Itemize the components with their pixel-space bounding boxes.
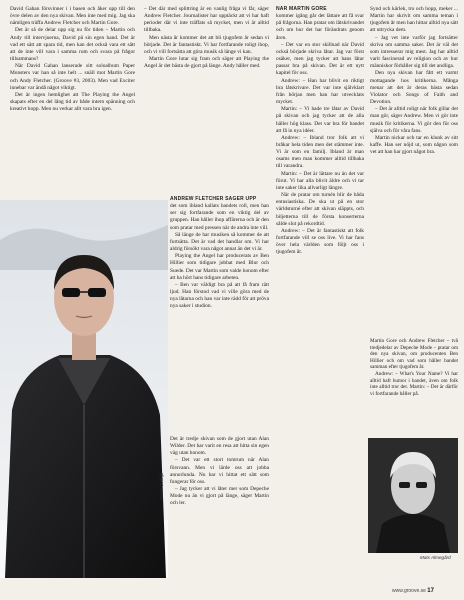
article-column-3	[276, 6, 364, 580]
article-column-4	[370, 6, 458, 326]
article-column-2c	[170, 436, 269, 576]
paragraph: Andrew: – Ibland tror folk att vi bråkar hela tiden men det stämmer inte. Vi är som en familj. Ibland är man osams men man kommer alltid tillbaka till varandra.	[276, 134, 364, 170]
paragraph: Andrew: – Det är fantastiskt att folk fortfarande vill se oss live. Vi har fans över hela världen som följt oss i tjugofem år.	[276, 227, 364, 256]
portrait-photo	[0, 200, 168, 578]
paragraph: – Jag vet inte varför jag fortsätter skriva om samma saker. Det är väl det som intresserar mig mest. Jag har alltid varit fascinerad av religion och av hur människor förhåller sig till det andliga.	[370, 34, 458, 70]
paragraph: Det är tredje skivan som de gjort utan Alan Wilder. Det har varit en resa att hitta sin egen väg utan honom.	[170, 436, 269, 457]
paragraph: Martin nickar och tar en klunk av sitt kaffe. Han ser nöjd ut, som någon som vet att han har gjort något bra.	[370, 134, 458, 156]
paragraph: När David Gahan lanserade sitt soloalbum Paper Monsters var han så inte helt ... snäll mot Martin Gore och Andy Fletcher. (Groove #3, 2003). Men vad Exciter innebar var ändå något viktigt.	[10, 63, 135, 91]
paragraph: När de pratar om turnén blir de båda entusiastiska. De ska ut på en stor världsturné efter att skivan släppts, och biljetterna till de första konserterna sålde slut på rekordtid.	[276, 192, 364, 227]
paragraph: Andrew: – What's Your Name? Vi har alltid haft humor i bandet, även om folk inte alltid tror det. Martin: – Det är därför vi fortfarande håller på.	[370, 370, 458, 397]
paragraph: – Det är alltid roligt när folk gillar det man gör, säger Andrew. Men vi gör inte musik för kritikerna. Vi gör den för oss själva och för våra fans.	[370, 106, 458, 134]
paragraph: Martin: – Det är lättare nu än det var förut. Vi har alla blivit äldre och vi tar inte saker lika allvarligt längre.	[276, 170, 364, 191]
website-url: www.groove.se	[392, 588, 426, 594]
photo-credit: Anton Corbijn	[159, 472, 164, 500]
paragraph: kommer igång går det lättare att få svar på frågorna. Han pratar om låtskrivandet och om hur det har förändrats genom åren.	[276, 13, 364, 41]
paragraph: Martin Gore lutar sig fram och säger att Playing the Angel är det bästa de gjort på länge. Andy håller med.	[144, 56, 269, 70]
paragraph: David Gahan försvinner i i basen och åker upp till den övre delen av den nya skivan. Men inte med mig. Jag ska nämligen träffa Andrew Fletcher och Martin Gore.	[10, 6, 135, 27]
paragraph: Det är ingen hemlighet att The Playing the Angel skapats efter en del lång tid av både intern spänning och kreativt hopp. Men nu verkar allt vara bra igen.	[10, 91, 135, 113]
inset-photo-credit: Mats Almegård	[420, 555, 451, 560]
paragraph: Martin: – Vi hade tre låtar av David på skivan och jag tycker att de alla håller hög klass. Det var bra för bandet att få in nya idéer.	[276, 106, 364, 134]
paragraph: Martin Gore och Andrew Fletcher – två tredjedelar av Depeche Mode – pratar om den nya skivan, om producenten Ben Hillier och om vad som håller bandet samman efter tjugofem år.	[370, 338, 458, 371]
page-number: 17	[427, 588, 434, 594]
page-footer	[392, 588, 434, 594]
section-heading: NÄR MARTIN GORE	[276, 6, 327, 12]
paragraph: Andrew: – Han har blivit en riktigt bra låtskrivare. Det var inte självklart från början men han har utvecklats mycket.	[276, 77, 364, 106]
inset-photo	[368, 438, 458, 553]
paragraph: Det är så de delar upp sig nu för tiden – Martin och Andy till intervjuerna, David på sin egen hand. Det är vad ett sätt att spara tid, men kan det också vara ett sätt att de inte vill vara i samma rum och svara på frågor tillsammans?	[10, 27, 135, 63]
paragraph: – Det där med splittring är en vanlig fråga vi får, säger Andrew Fletcher. Journalister har upptäckt att vi har haft perioder där vi inte träffats så mycket, men vi är alltid tillbaka.	[144, 6, 269, 34]
paragraph: – Det var ett stort tomrum när Alan försvann. Men vi lärde oss att jobba annorlunda. Nu har vi hittat ett sätt som fungerar för oss.	[170, 457, 269, 485]
section-heading: ANDREW FLETCHER SÄGER UPP	[170, 196, 257, 202]
paragraph: Playing the Angel har producerats av Ben Hillier som tidigare jobbat med Blur och Suede. Det var Martin som valde honom efter att ha hört hans tidigare arbeten.	[170, 253, 269, 281]
paragraph: – Ben var väldigt bra på att få fram rätt ljud. Han förstod vad vi ville göra med de nya låtarna och han var inte rädd för att pröva nya saker i studion.	[170, 281, 269, 310]
paragraph: Men nästa år kommer det att bli tjugofem år sedan vi började. Det är fantastiskt. Vi har fortfarande roligt ihop, och vi vill fortsätta att göra musik så länge vi kan.	[144, 34, 269, 55]
paragraph: Så länge de har musiken så kommer de att fortsätta. Det är vad det handlar om. Vi har aldrig försökt vara något annat än det vi är.	[170, 231, 269, 253]
paragraph: det som ibland kallats bandets roll, men han ser sig fortfarande som en viktig del av gruppen. Han håller ihop affärerna och är den som pratar med pressen när de andra inte vill.	[170, 203, 269, 231]
article-column-1	[10, 6, 135, 196]
article-column-2	[144, 6, 269, 191]
paragraph: Den nya skivan har fått ett varmt mottagande hos kritikerna. Många menar att det är deras bästa sedan Violator och Songs of Faith and Devotion.	[370, 70, 458, 106]
side-column-text	[370, 338, 458, 430]
paragraph: Synd och kärlek, tro och hopp, meker ... Martin har skrivit om samma teman i tjugofem år men han hittar alltid nya sätt att uttrycka dem.	[370, 6, 458, 34]
paragraph: – Jag tycker att vi låter mer som Depeche Mode nu än vi gjort på länge, säger Martin och ler.	[170, 486, 269, 507]
paragraph	[170, 196, 269, 203]
paragraph: – Det var en stor skillnad när David också började skriva låtar. Jag var först osäker, men jag tycker att hans låtar passar bra på skivan. Det är ett nytt kapitel för oss.	[276, 41, 364, 77]
article-column-2b	[170, 196, 269, 431]
